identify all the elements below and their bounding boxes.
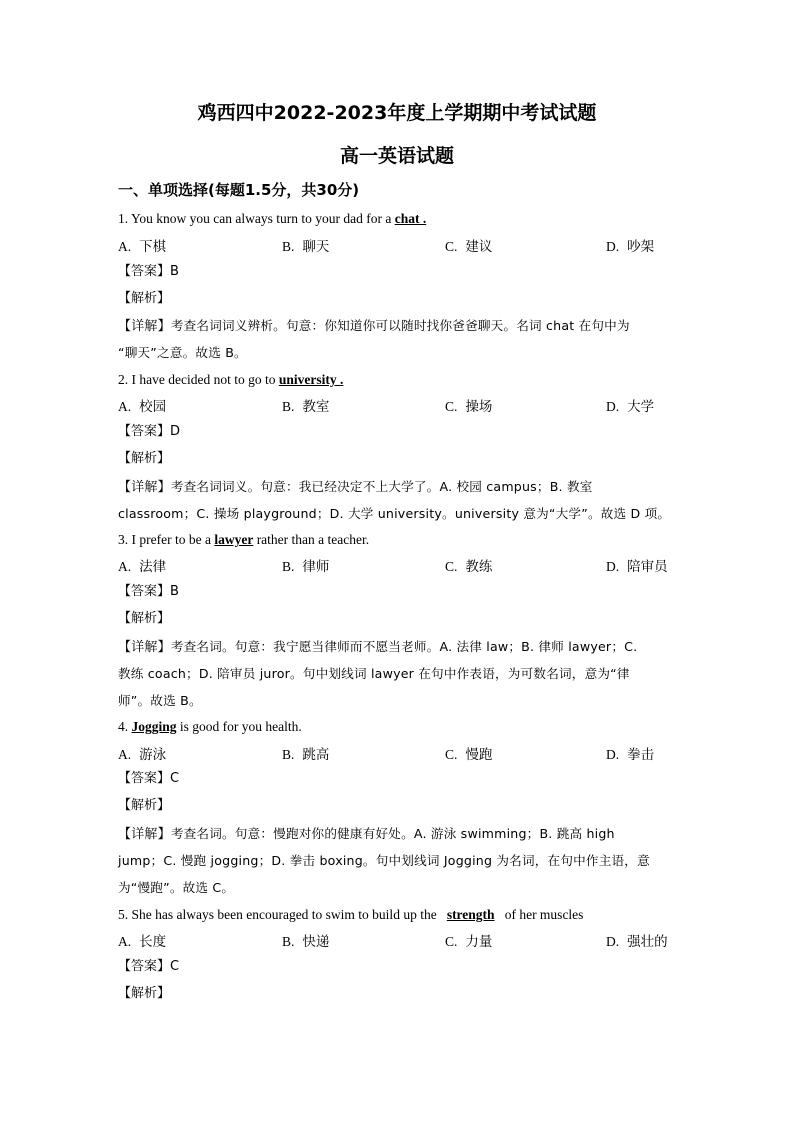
question-4-detail: 【详解】考查名词。句意：慢跑对你的健康有好处。A. 游泳 swimming；B. 跳高 high <box>118 826 615 842</box>
question-4-stem <box>118 717 678 737</box>
option-a: A. 长度 <box>118 934 167 950</box>
stem-text: rather than a teacher. <box>253 532 370 547</box>
section-heading: 一、单项选择(每题1.5分，共30分) <box>118 181 360 199</box>
option-d: D. 陪审员 <box>606 559 668 575</box>
question-1-answer: 【答案】B <box>118 264 179 279</box>
stem-text: 1. You know you can always turn to your dad for a <box>118 211 395 226</box>
option-b: B. 律师 <box>282 559 330 575</box>
option-b: B. 聊天 <box>282 239 330 255</box>
question-3-detail-cont: 教练 coach；D. 陪审员 juror。句中划线词 lawyer 在句中作表语，为可数名词，意为“律 <box>118 666 630 681</box>
underlined-keyword: lawyer <box>214 532 254 547</box>
question-3-detail-cont: 师”。故选 B。 <box>118 693 202 708</box>
page-title: 鸡西四中2022-2023年度上学期期中考试试题 <box>197 102 597 124</box>
stem-text: 3. I prefer to be a <box>118 532 215 547</box>
underlined-keyword: Jogging <box>131 719 177 734</box>
option-b: B. 教室 <box>282 399 330 415</box>
question-4-detail-cont: jump；C. 慢跑 jogging；D. 拳击 boxing。句中划线词 Jogging 为名词，在句中作主语，意 <box>118 853 650 868</box>
option-c: C. 慢跑 <box>445 747 493 763</box>
question-2-stem <box>118 370 678 390</box>
question-5-answer: 【答案】C <box>118 959 180 974</box>
option-c: C. 建议 <box>445 239 493 255</box>
question-2-detail: 【详解】考查名词词义。句意：我已经决定不上大学了。A. 校园 campus；B. 教室 <box>118 479 593 495</box>
question-5-stem <box>118 905 678 925</box>
question-1-detail: 【详解】考查名词词义辨析。句意：你知道你可以随时找你爸爸聊天。名词 chat 在句中为 <box>118 318 630 334</box>
stem-text: 5. She has always been encouraged to swim to build up the <box>118 907 447 922</box>
stem-text: 4. <box>118 719 132 734</box>
question-3-answer: 【答案】B <box>118 584 179 599</box>
question-2-options <box>118 395 678 415</box>
question-2-detail-cont: classroom；C. 操场 playground；D. 大学 university。university 意为“大学”。故选 D 项。 <box>118 506 671 521</box>
page-subtitle: 高一英语试题 <box>339 145 454 167</box>
stem-text: is good for you health. <box>176 719 302 734</box>
underlined-keyword: university . <box>278 372 344 387</box>
underlined-keyword: strength <box>446 907 495 922</box>
underlined-keyword: chat . <box>394 211 427 226</box>
option-b: B. 快递 <box>282 934 330 950</box>
question-1-analysis-tag: 【解析】 <box>118 291 171 306</box>
question-4-detail-cont: 为“慢跑”。故选 C。 <box>118 880 235 895</box>
option-a: A. 校园 <box>118 399 167 415</box>
question-4-analysis-tag: 【解析】 <box>118 798 171 813</box>
option-d: D. 拳击 <box>606 747 655 763</box>
question-4-options <box>118 743 678 763</box>
option-d: D. 大学 <box>606 399 655 415</box>
option-c: C. 操场 <box>445 399 493 415</box>
option-c: C. 教练 <box>445 559 493 575</box>
option-b: B. 跳高 <box>282 747 330 763</box>
question-2-answer: 【答案】D <box>118 424 181 439</box>
question-3-detail: 【详解】考查名词。句意：我宁愿当律师而不愿当老师。A. 法律 law；B. 律师 lawyer；C. <box>118 639 638 655</box>
option-d: D. 强壮的 <box>606 934 668 950</box>
stem-text: of her muscles <box>494 907 584 922</box>
stem-text: 2. I have decided not to go to <box>118 372 279 387</box>
question-5-analysis-tag: 【解析】 <box>118 986 171 1001</box>
option-d: D. 吵架 <box>606 239 655 255</box>
question-1-options <box>118 235 678 255</box>
option-a: A. 游泳 <box>118 747 167 763</box>
question-2-analysis-tag: 【解析】 <box>118 451 171 466</box>
question-5-options <box>118 930 678 950</box>
question-3-stem <box>118 530 678 550</box>
question-1-stem <box>118 209 678 229</box>
option-c: C. 力量 <box>445 934 493 950</box>
question-3-options <box>118 555 678 575</box>
question-4-answer: 【答案】C <box>118 771 180 786</box>
question-1-detail-cont: “聊天”之意。故选 B。 <box>118 345 247 360</box>
option-a: A. 下棋 <box>118 239 167 255</box>
question-3-analysis-tag: 【解析】 <box>118 611 171 626</box>
option-a: A. 法律 <box>118 559 167 575</box>
